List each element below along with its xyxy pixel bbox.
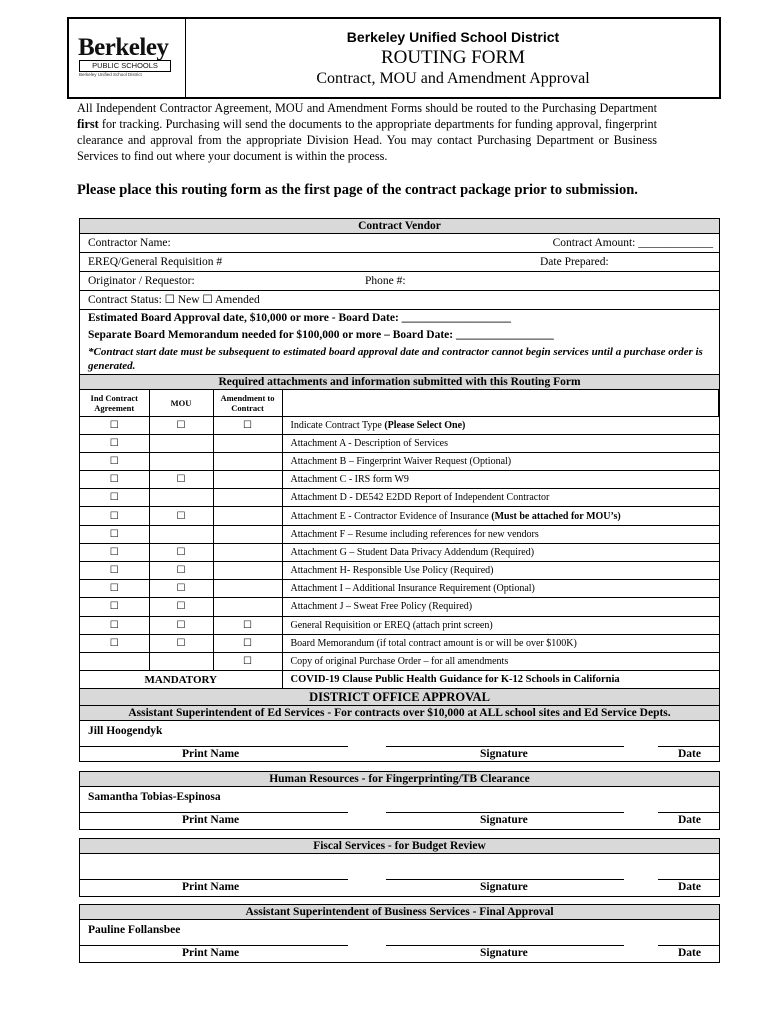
- attachment-label: [282, 652, 719, 670]
- attachment-label-emphasis: (Please Select One): [384, 419, 466, 431]
- attachment-row: [80, 525, 719, 543]
- empty-cell: [213, 471, 282, 489]
- approval-hr-title: Human Resources - for Fingerprinting/TB Clearance: [80, 772, 719, 787]
- approval-business-block: [79, 904, 720, 963]
- ind-contract-checkbox[interactable]: ☐: [80, 452, 149, 470]
- attachment-row: [80, 434, 719, 452]
- attachment-label: [282, 452, 719, 470]
- intro-paragraph: [77, 100, 657, 164]
- board-memo-date-field[interactable]: Separate Board Memorandum needed for $100,000 or more – Board Date: _________________: [88, 329, 554, 341]
- mou-checkbox[interactable]: ☐: [149, 634, 213, 652]
- ind-contract-checkbox[interactable]: ☐: [80, 434, 149, 452]
- empty-cell: [149, 489, 213, 507]
- signature-label: Signature: [480, 947, 528, 959]
- amendment-checkbox[interactable]: ☐: [213, 616, 282, 634]
- empty-cell: [213, 434, 282, 452]
- ind-contract-checkbox[interactable]: ☐: [80, 416, 149, 434]
- signature-label: Signature: [480, 748, 528, 761]
- approver-name: Pauline Follansbee: [88, 924, 181, 936]
- date-prepared-field[interactable]: Date Prepared:: [540, 256, 609, 268]
- mou-checkbox[interactable]: ☐: [149, 543, 213, 561]
- attachment-label: [282, 489, 719, 507]
- ind-contract-checkbox[interactable]: ☐: [80, 543, 149, 561]
- attachment-label: [282, 507, 719, 525]
- contract-status-checkboxes[interactable]: Contract Status: ☐ New ☐ Amended: [88, 294, 260, 306]
- attachment-label-text: Attachment H- Responsible Use Policy (Required): [290, 565, 494, 577]
- attachment-label-text: Attachment A - Description of Services: [290, 437, 448, 449]
- amendment-checkbox[interactable]: ☐: [213, 416, 282, 434]
- contract-start-note: *Contract start date must be subsequent to estimated board approval date and contractor cannot begin services until a purchase order is generated.: [80, 344, 719, 375]
- mou-checkbox[interactable]: ☐: [149, 416, 213, 434]
- attachment-row: [80, 543, 719, 561]
- originator-row[interactable]: [80, 272, 719, 291]
- attachment-row: [80, 634, 719, 652]
- empty-cell: [80, 652, 149, 670]
- approval-fiscal-signature[interactable]: [80, 854, 719, 896]
- approval-ed-services-signature[interactable]: [80, 721, 719, 761]
- print-name-label: Print Name: [182, 748, 240, 761]
- attachment-label-text: Attachment F – Resume including references for new vendors: [290, 528, 539, 540]
- ind-contract-checkbox[interactable]: ☐: [80, 489, 149, 507]
- date-label: Date: [678, 947, 701, 959]
- attachment-label-text: Indicate Contract Type: [290, 419, 382, 431]
- mou-checkbox[interactable]: ☐: [149, 598, 213, 616]
- mou-checkbox[interactable]: ☐: [149, 507, 213, 525]
- attachment-label-text: General Requisition or EREQ (attach print screen): [290, 619, 493, 631]
- attachment-label: [282, 471, 719, 489]
- ind-contract-checkbox[interactable]: ☐: [80, 634, 149, 652]
- empty-cell: [213, 507, 282, 525]
- print-name-label: Print Name: [182, 881, 240, 893]
- ind-contract-checkbox[interactable]: ☐: [80, 616, 149, 634]
- contract-form: [79, 218, 720, 762]
- attachment-row: [80, 489, 719, 507]
- attachment-row: [80, 471, 719, 489]
- ind-contract-checkbox[interactable]: ☐: [80, 471, 149, 489]
- empty-cell: [149, 452, 213, 470]
- contract-amount-field[interactable]: Contract Amount: _____________: [552, 237, 713, 249]
- intro-emphasis: first: [77, 117, 99, 131]
- intro-text-rest: for tracking. Purchasing will send the documents to the appropriate departments for funding approval, fingerprint clearance and approval from the appropriate Division Head. You may contact Purchasing Department or Business Services to find out where your document is within the process.: [77, 117, 657, 163]
- attachment-row: [80, 416, 719, 434]
- empty-cell: [149, 525, 213, 543]
- empty-cell: [213, 489, 282, 507]
- attachment-row: [80, 580, 719, 598]
- section-required-attachments: Required attachments and information submitted with this Routing Form: [80, 375, 719, 390]
- contract-status-row[interactable]: [80, 291, 719, 310]
- attachment-label-text: Attachment I – Additional Insurance Requirement (Optional): [290, 583, 535, 595]
- attachment-label-emphasis: (Must be attached for MOU’s): [491, 510, 621, 522]
- empty-cell: [213, 598, 282, 616]
- attachment-label: [282, 416, 719, 434]
- ind-contract-checkbox[interactable]: ☐: [80, 562, 149, 580]
- attachment-label: [282, 434, 719, 452]
- empty-cell: [149, 652, 213, 670]
- attachment-label-text: Board Memorandum (if total contract amount is or will be over $100K): [290, 637, 577, 649]
- date-label: Date: [678, 881, 701, 893]
- attachments-table: [80, 390, 719, 689]
- empty-cell: [213, 562, 282, 580]
- date-label: Date: [678, 814, 701, 826]
- attachment-row: [80, 452, 719, 470]
- mou-checkbox[interactable]: ☐: [149, 616, 213, 634]
- attachment-row: [80, 507, 719, 525]
- attachment-label: [282, 580, 719, 598]
- board-approval-date-field[interactable]: Estimated Board Approval date, $10,000 or more - Board Date: ___________________: [88, 312, 511, 324]
- empty-cell: [213, 452, 282, 470]
- date-label: Date: [678, 748, 701, 761]
- ind-contract-checkbox[interactable]: ☐: [80, 598, 149, 616]
- attachment-label: [282, 616, 719, 634]
- form-header: [67, 17, 721, 99]
- empty-cell: [213, 543, 282, 561]
- empty-cell: [213, 525, 282, 543]
- print-name-label: Print Name: [182, 947, 240, 959]
- attachment-row: [80, 598, 719, 616]
- ind-contract-checkbox[interactable]: ☐: [80, 525, 149, 543]
- attachment-label-text: Copy of original Purchase Order – for all amendments: [290, 656, 509, 668]
- mandatory-label: MANDATORY: [80, 671, 282, 689]
- contractor-name-label: Contractor Name:: [88, 237, 171, 249]
- approval-fiscal-block: [79, 838, 720, 897]
- empty-cell: [149, 434, 213, 452]
- logo-tagline: Berkeley Unified School District: [79, 72, 142, 77]
- originator-label: Originator / Requestor:: [88, 275, 195, 287]
- placement-instruction: Please place this routing form as the first page of the contract package prior to submission.: [77, 182, 638, 198]
- attachment-label: [282, 598, 719, 616]
- signature-label: Signature: [480, 814, 528, 826]
- form-subtitle: Contract, MOU and Amendment Approval: [316, 70, 590, 87]
- approval-ed-services-title: Assistant Superintendent of Ed Services - For contracts over $10,000 at ALL school sites and Ed Service Depts.: [80, 706, 719, 721]
- ereq-label: EREQ/General Requisition #: [88, 256, 223, 268]
- attachment-row: [80, 616, 719, 634]
- section-contract-vendor: Contract Vendor: [80, 219, 719, 234]
- col-mou: MOU: [149, 390, 213, 416]
- empty-cell: [213, 580, 282, 598]
- intro-text: All Independent Contractor Agreement, MOU and Amendment Forms should be routed to the Purchasing Department: [77, 101, 657, 115]
- attachment-row: [80, 562, 719, 580]
- ind-contract-checkbox[interactable]: ☐: [80, 580, 149, 598]
- mou-checkbox[interactable]: ☐: [149, 562, 213, 580]
- approval-hr-signature[interactable]: [80, 787, 719, 829]
- approval-business-title: Assistant Superintendent of Business Services - Final Approval: [80, 905, 719, 920]
- approval-fiscal-title: Fiscal Services - for Budget Review: [80, 839, 719, 854]
- attachment-label-text: Attachment C - IRS form W9: [290, 474, 409, 486]
- district-name: Berkeley Unified School District: [346, 29, 560, 45]
- logo-wordmark: Berkeley: [78, 34, 169, 61]
- approval-business-signature[interactable]: [80, 920, 719, 962]
- ereq-row[interactable]: [80, 253, 719, 272]
- attachment-label-text: Attachment J – Sweat Free Policy (Required): [290, 601, 473, 613]
- mou-checkbox[interactable]: ☐: [149, 580, 213, 598]
- attachment-label-text: Attachment D - DE542 E2DD Report of Independent Contractor: [290, 492, 550, 504]
- amendment-checkbox[interactable]: ☐: [213, 634, 282, 652]
- mandatory-row: [80, 671, 719, 689]
- contractor-name-row[interactable]: [80, 234, 719, 253]
- attachment-label-text: Attachment E - Contractor Evidence of Insurance: [290, 510, 489, 522]
- form-title: ROUTING FORM: [380, 47, 526, 68]
- attachment-label: [282, 525, 719, 543]
- approver-name: Samantha Tobias-Espinosa: [88, 791, 221, 803]
- attachment-row: [80, 652, 719, 670]
- amendment-checkbox[interactable]: ☐: [213, 652, 282, 670]
- col-description: [282, 390, 719, 416]
- approval-hr-block: [79, 771, 720, 830]
- ind-contract-checkbox[interactable]: ☐: [80, 507, 149, 525]
- attachment-label: [282, 634, 719, 652]
- attachment-label-text: Attachment G – Student Data Privacy Addendum (Required): [290, 546, 535, 558]
- print-name-label: Print Name: [182, 814, 240, 826]
- col-amendment: Amendment to Contract: [213, 390, 282, 416]
- attachment-label-text: Attachment B – Fingerprint Waiver Request (Optional): [290, 455, 512, 467]
- logo-subtitle: PUBLIC SCHOOLS: [79, 60, 171, 72]
- col-ind-contract: Ind Contract Agreement: [80, 390, 149, 416]
- phone-field[interactable]: Phone #:: [365, 275, 406, 287]
- approver-name: Jill Hoogendyk: [88, 725, 163, 738]
- section-district-approval: DISTRICT OFFICE APPROVAL: [80, 689, 719, 706]
- mandatory-text: COVID-19 Clause Public Health Guidance for K-12 Schools in California: [282, 671, 719, 689]
- district-logo: [69, 19, 186, 97]
- mou-checkbox[interactable]: ☐: [149, 471, 213, 489]
- attachment-label: [282, 543, 719, 561]
- attachment-label: [282, 562, 719, 580]
- signature-label: Signature: [480, 881, 528, 893]
